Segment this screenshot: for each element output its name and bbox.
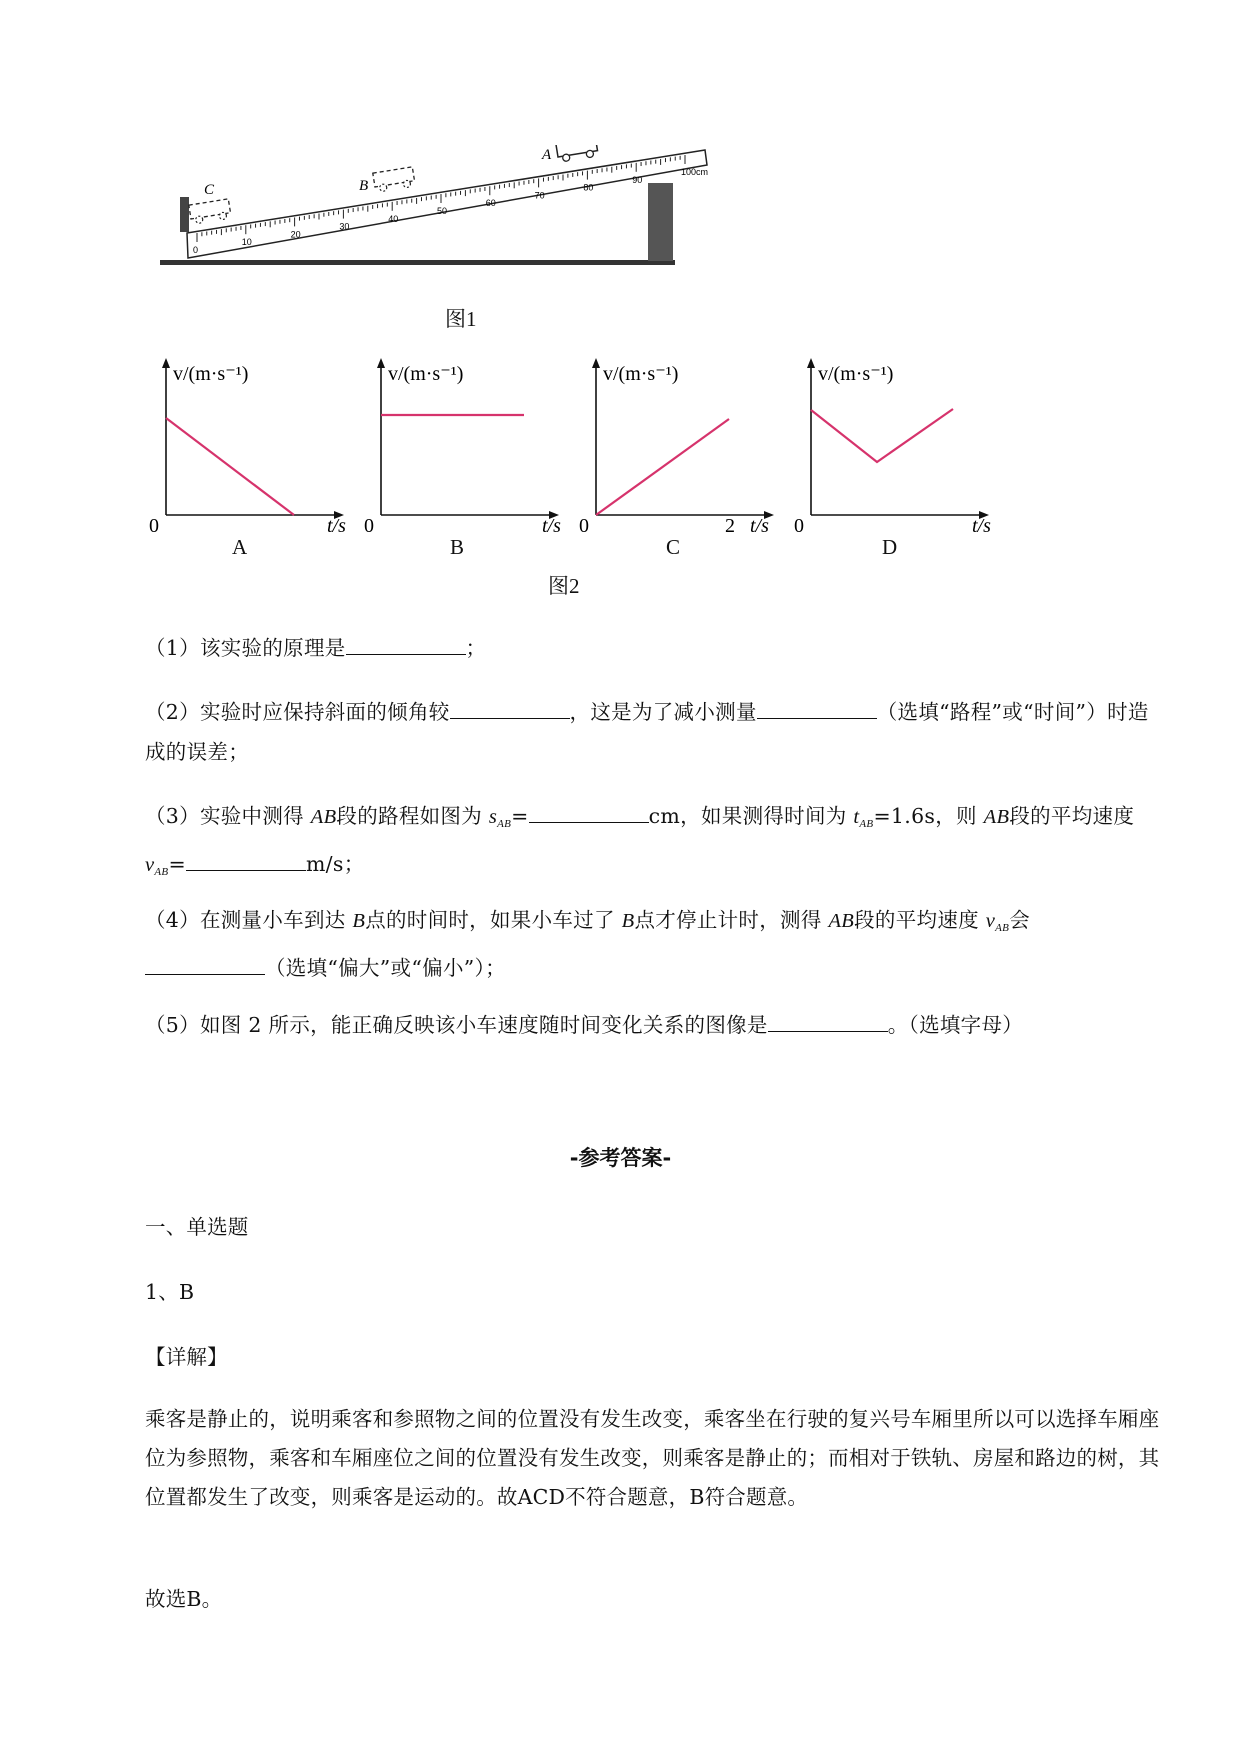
graph-a-ylabel: v/(m·s⁻¹) [173,363,249,385]
graph-d [790,355,1000,535]
ruler-tick-label: 70 [534,190,545,201]
explanation: 乘客是静止的，说明乘客和参照物之间的位置没有发生改变，乘客坐在行驶的复兴号车厢里所以可以选择车厢座位为参照物，乘客和车厢座位之间的位置没有发生改变，则乘客是静止的；而相对于铁轨、房屋和路边的树，其位置都发生了改变，则乘客是运动的。故ACD不符合题意，B符合题意。 [145,1407,1160,1509]
question-2: （2）实验时应保持斜面的倾角较 ，这是为了减小测量 （选填“路程”或“时间”）时造成的误差； [145,692,1155,772]
answer-blank-2a[interactable] [450,694,570,719]
ruler-tick-label: 100cm [681,167,709,177]
graph-b-label: B [450,535,465,559]
answer-blank-4[interactable] [145,950,265,975]
graph-b [360,355,570,535]
ruler-tick-label: 20 [290,229,301,240]
ruler [187,150,707,258]
detail-label: 【详解】 [145,1345,228,1369]
figure2-caption: 图2 [548,574,580,598]
ruler-tick-label: 0 [193,245,199,255]
graph-c-ylabel: v/(m·s⁻¹) [603,363,679,385]
stopper [180,197,189,232]
incline-support [648,183,673,261]
graph-b-xlabel: t/s [542,515,561,535]
ruler-tick-label: 50 [437,206,448,216]
ruler-tick-label: 80 [583,182,594,193]
graph-c-line [596,419,729,515]
graph-a-label: A [232,535,248,559]
ruler-tick-label: 40 [388,213,399,224]
cart-c [189,199,232,225]
point-label-c: C [204,182,215,198]
graph-c-xtick: 2 [725,515,735,535]
graph-d-label: D [882,535,898,559]
ruler-tick-label: 30 [339,221,350,232]
question-1: （1）该实验的原理是 ； [145,628,1155,668]
answer-blank-3a[interactable] [529,798,649,823]
conclusion: 故选B。 [145,1587,223,1611]
question-5: （5）如图 2 所示，能正确反映该小车速度随时间变化关系的图像是 。（选填字母） [145,1005,1155,1045]
question-4: （4）在测量小车到达 B点的时间时，如果小车过了 B点才停止计时，测得 AB段的平均速度 $v_{AB}$会 （选填“偏大”或“偏小”）； [145,908,1031,980]
answer-blank-2b[interactable] [757,694,877,719]
graph-c [575,355,785,535]
graph-d-ylabel: v/(m·s⁻¹) [818,363,894,385]
point-label-b: B [359,178,369,194]
answer-blank-1[interactable] [346,630,466,655]
answers-heading: -参考答案- [569,1146,672,1170]
answer-item-1: 1、B [145,1280,195,1304]
cart-a [556,145,599,162]
graph-d-line [811,409,953,462]
cart-b [373,167,416,193]
point-label-a: A [542,147,552,163]
answer-blank-3b[interactable] [186,846,306,871]
graph-b-ylabel: v/(m·s⁻¹) [388,363,464,385]
graph-b-origin: 0 [364,515,374,535]
answer-blank-5[interactable] [768,1007,888,1032]
incline-base [160,260,675,265]
section-title: 一、单选题 [145,1215,249,1239]
ruler-tick-label: 60 [485,198,496,209]
graph-c-label: C [666,535,681,559]
figure1-caption: 图1 [445,307,477,331]
graph-d-xlabel: t/s [972,515,991,535]
graph-c-xlabel: t/s [750,515,769,535]
ruler-tick-label: 90 [632,174,643,185]
graph-a [145,355,355,535]
incline-ruler-figure [160,145,720,285]
graph-d-origin: 0 [794,515,804,535]
ruler-tick-label: 10 [241,237,252,248]
graph-a-xlabel: t/s [327,515,346,535]
graph-a-line [166,418,294,515]
question-3: （3）实验中测得 AB段的路程如图为 $s_{AB}=$ cm，如果测得时间为 $t_{AB}=1.6s$，则 AB段的平均速度 $v_{AB}= m/s$； [145,796,1155,892]
graph-a-origin: 0 [149,515,159,535]
graph-c-origin: 0 [579,515,589,535]
